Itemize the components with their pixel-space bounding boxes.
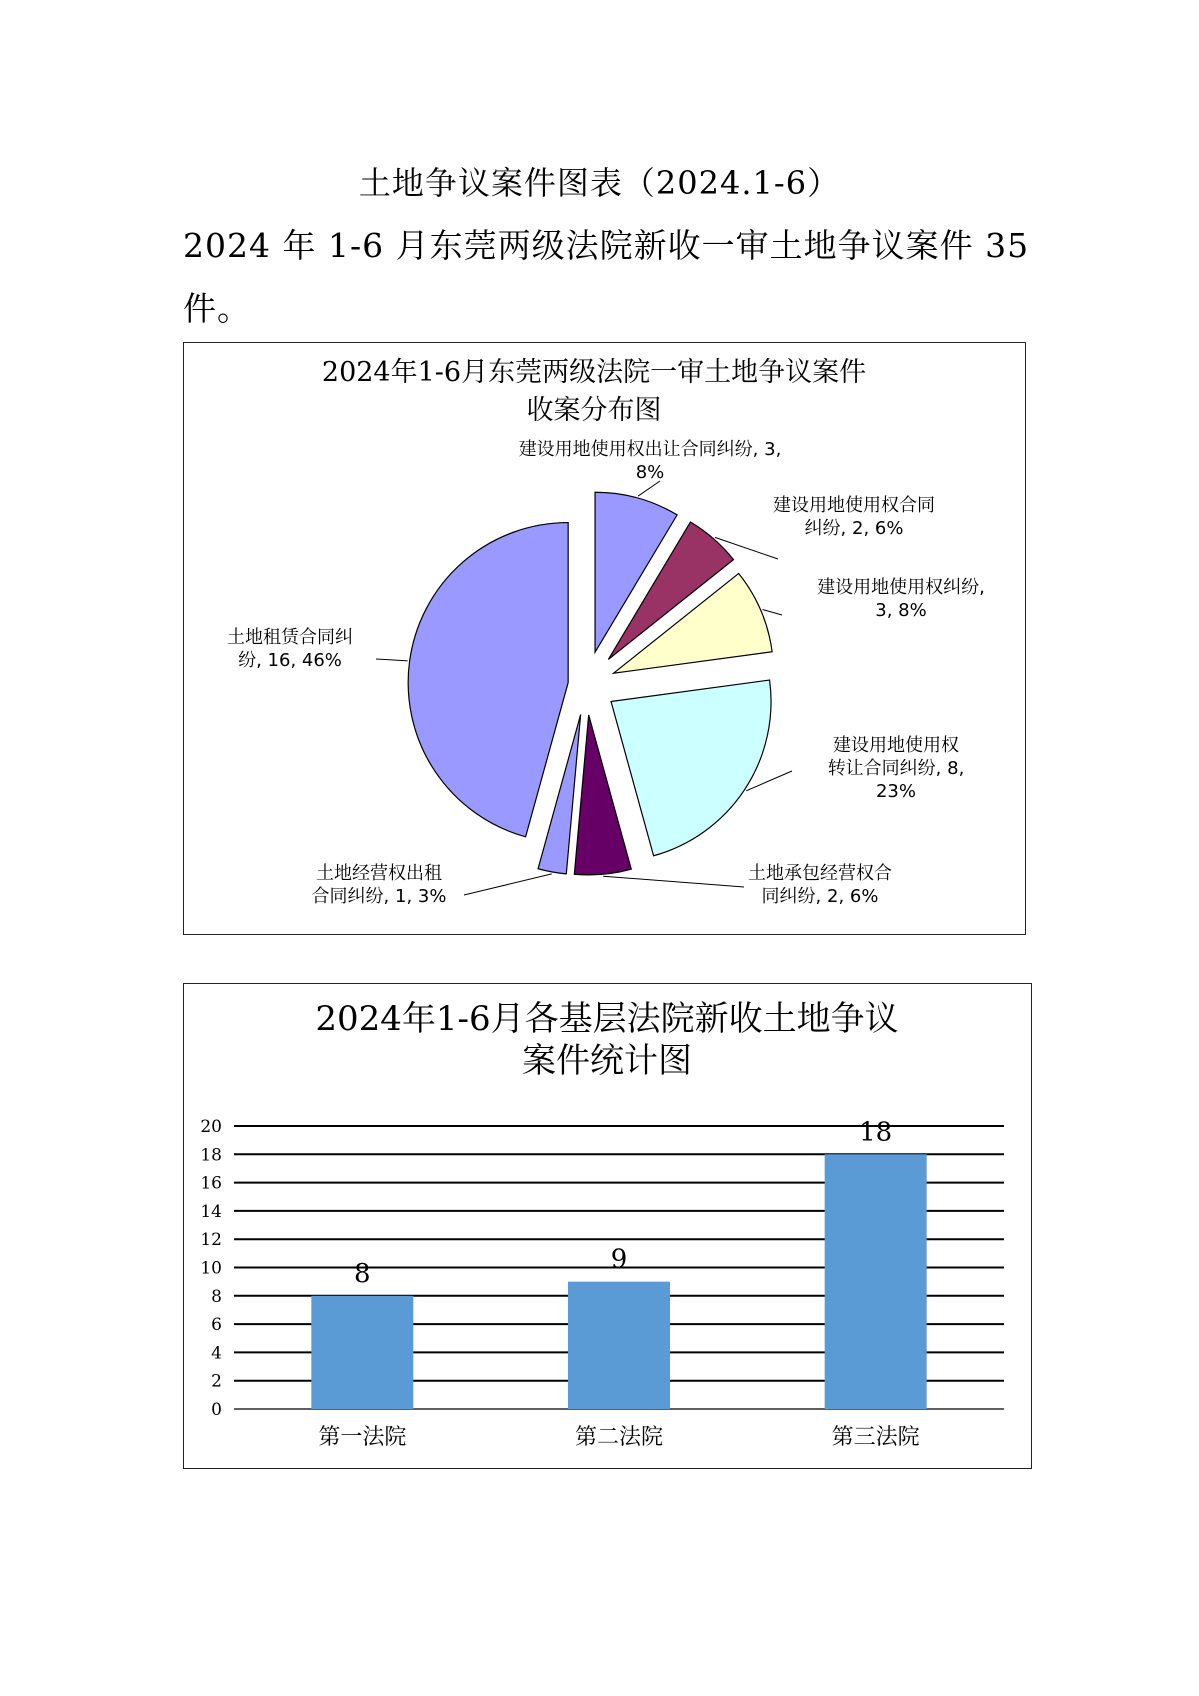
bar bbox=[311, 1296, 413, 1409]
pie-slice-label: 纠纷, 2, 6% bbox=[804, 518, 904, 539]
bar-chart-title-line: 2024年1-6月各基层法院新收土地争议 bbox=[315, 999, 899, 1039]
pie-slice-label: 转让合同纠纷, 8, bbox=[827, 758, 965, 779]
bar-category-label: 第二法院 bbox=[574, 1425, 664, 1450]
bar-data-label: 9 bbox=[610, 1244, 628, 1275]
bar-y-tick-label: 10 bbox=[200, 1258, 222, 1279]
pie-slice-label: 建设用地使用权出让合同纠纷, 3, bbox=[518, 439, 782, 460]
bar-y-tick-label: 6 bbox=[211, 1315, 222, 1336]
pie-slice-label: 合同纠纷, 1, 3% bbox=[311, 886, 447, 907]
pie-slice-label: 土地承包经营权合 bbox=[748, 863, 892, 884]
bar bbox=[825, 1154, 927, 1409]
pie-slice-label: 3, 8% bbox=[875, 600, 927, 621]
bar-chart bbox=[184, 984, 1030, 1467]
bar-y-tick-label: 8 bbox=[211, 1286, 222, 1307]
pie-slice bbox=[408, 523, 568, 837]
pie-leader-line bbox=[376, 659, 408, 661]
pie-chart bbox=[184, 343, 1024, 933]
pie-slice-label: 8% bbox=[635, 462, 665, 483]
pie-slice-label: 23% bbox=[875, 781, 917, 802]
bar bbox=[568, 1282, 670, 1409]
pie-slice-label: 纷, 16, 46% bbox=[238, 650, 342, 671]
pie-leader-line bbox=[464, 874, 552, 895]
pie-slice-label: 建设用地使用权纠纷, bbox=[817, 577, 985, 598]
document-paragraph: 2024 年 1-6 月东莞两级法院新收一审土地争议案件 35 件。 bbox=[183, 226, 1030, 328]
bar-y-tick-label: 20 bbox=[200, 1117, 222, 1137]
bar-data-label: 8 bbox=[354, 1258, 371, 1289]
pie-slice-label: 同纠纷, 2, 6% bbox=[761, 886, 879, 907]
pie-chart-title-line: 收案分布图 bbox=[526, 395, 662, 426]
pie-slice-label: 建设用地使用权 bbox=[833, 735, 959, 756]
pie-chart-title-line: 2024年1-6月东莞两级法院一审土地争议案件 bbox=[321, 357, 867, 388]
bar-chart-title-line: 案件统计图 bbox=[522, 1041, 692, 1081]
pie-slice bbox=[611, 680, 771, 856]
document-title: 土地争议案件图表（2024.1-6） bbox=[358, 164, 841, 202]
pie-chart-frame bbox=[183, 342, 1026, 935]
bar-y-tick-label: 14 bbox=[200, 1201, 222, 1222]
bar-y-tick-label: 12 bbox=[200, 1230, 222, 1251]
pie-leader-line bbox=[638, 481, 660, 496]
pie-leader-line bbox=[603, 876, 744, 887]
bar-category-label: 第三法院 bbox=[831, 1425, 920, 1450]
pie-leader-line bbox=[763, 610, 782, 615]
bar-category-label: 第一法院 bbox=[318, 1425, 407, 1450]
bar-chart-frame bbox=[183, 983, 1032, 1469]
pie-slice-label: 建设用地使用权合同 bbox=[773, 495, 935, 516]
bar-y-tick-label: 18 bbox=[200, 1145, 222, 1166]
bar-y-tick-label: 0 bbox=[211, 1400, 222, 1420]
pie-slice-label: 土地经营权出租 bbox=[316, 863, 442, 884]
bar-data-label: 18 bbox=[859, 1117, 893, 1148]
bar-y-tick-label: 16 bbox=[200, 1173, 222, 1194]
bar-y-tick-label: 4 bbox=[211, 1343, 222, 1364]
bar-y-tick-label: 2 bbox=[211, 1371, 222, 1392]
pie-slice-label: 土地租赁合同纠 bbox=[227, 627, 353, 648]
